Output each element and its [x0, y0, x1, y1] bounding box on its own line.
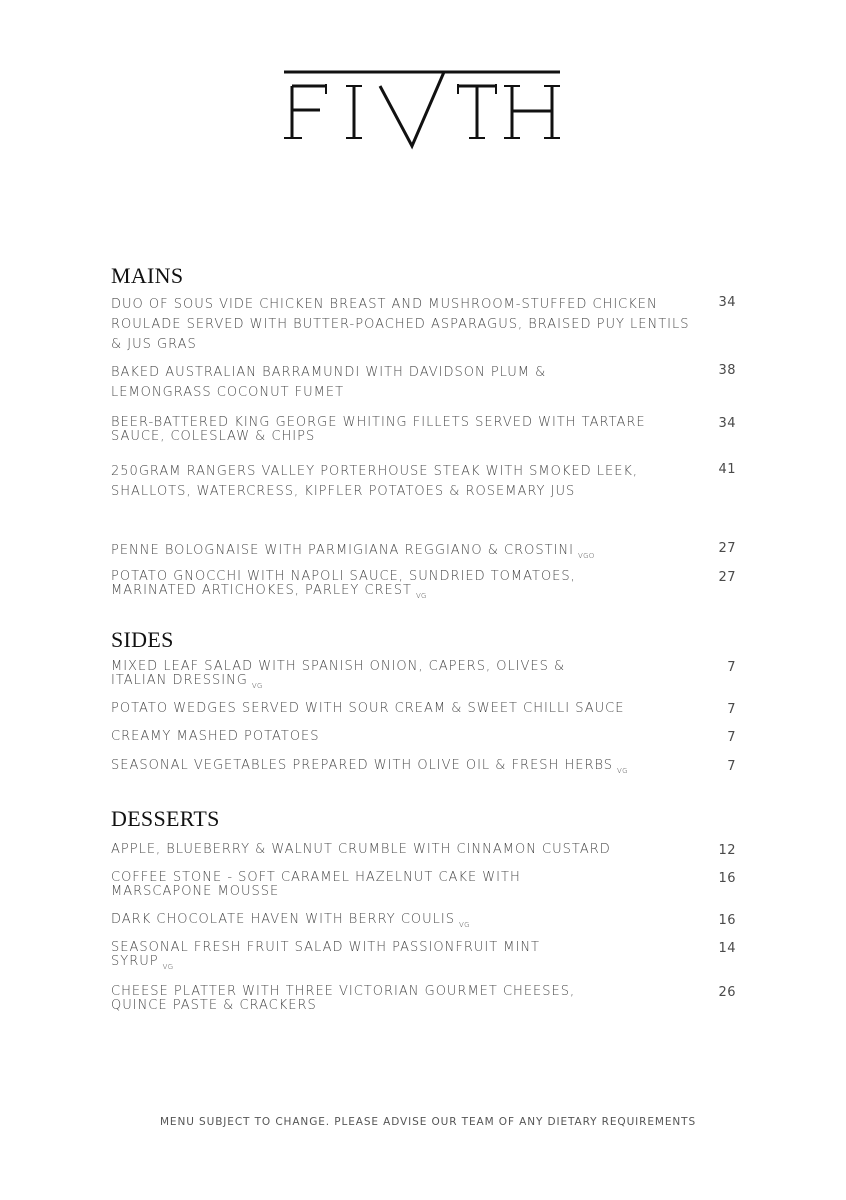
menu-item	[111, 730, 736, 744]
item-description: PENNE BOLOGNAISE WITH PARMIGIANA REGGIANO & CROSTINI $_{VGO}$	[111, 543, 595, 560]
item-description: BEER-BATTERED KING GEORGE WHITING FILLETS SERVED WITH TARTARE SAUCE, COLESLAW & CHIPS	[111, 415, 646, 444]
item-description: POTATO GNOCCHI WITH NAPOLI SAUCE, SUNDRIED TOMATOES, MARINATED ARTICHOKES, PARLEY CREST $_{VG}$	[111, 569, 576, 600]
menu-item	[111, 363, 736, 403]
item-price: 41	[718, 462, 736, 477]
item-price: 12	[718, 843, 736, 858]
item-price: 7	[727, 660, 736, 675]
item-price: 16	[718, 871, 736, 886]
menu-item	[111, 871, 736, 899]
item-price: 7	[727, 759, 736, 774]
item-price: 34	[718, 416, 736, 431]
item-description: BAKED AUSTRALIAN BARRAMUNDI WITH DAVIDSON PLUM & LEMONGRASS COCONUT FUMET	[111, 365, 547, 400]
item-description: POTATO WEDGES SERVED WITH SOUR CREAM & SWEET CHILLI SAUCE	[111, 701, 625, 716]
item-description: SEASONAL FRESH FRUIT SALAD WITH PASSIONFRUIT MINT SYRUP $_{VG}$	[111, 940, 540, 971]
item-description: COFFEE STONE - SOFT CARAMEL HAZELNUT CAKE WITH MARSCAPONE MOUSSE	[111, 870, 521, 899]
item-price: 7	[727, 702, 736, 717]
menu-item	[111, 541, 736, 566]
menu-item	[111, 660, 736, 693]
dietary-tag: VG	[617, 767, 628, 775]
item-price: 14	[718, 941, 736, 956]
footer-note: MENU SUBJECT TO CHANGE. PLEASE ADVISE OUR TEAM OF ANY DIETARY REQUIREMENTS	[159, 1116, 697, 1128]
item-price: 27	[718, 570, 736, 585]
dietary-tag: VGO	[577, 552, 595, 560]
menu-item	[111, 985, 736, 1013]
fivth-logo	[282, 68, 564, 152]
sides-heading: SIDES	[111, 627, 174, 652]
menu-item	[111, 759, 736, 778]
item-description: 250GRAM RANGERS VALLEY PORTERHOUSE STEAK WITH SMOKED LEEK, SHALLOTS, WATERCRESS, KIPFLER POTATOES & ROSEMARY JUS	[111, 464, 639, 499]
menu-item	[111, 913, 736, 932]
dietary-tag: VG	[162, 963, 174, 971]
item-price: 34	[718, 295, 736, 310]
item-price: 38	[718, 363, 736, 378]
mains-heading: MAINS	[111, 263, 184, 288]
dietary-tag: VG	[459, 921, 470, 929]
item-price: 27	[718, 541, 736, 556]
item-description: DARK CHOCOLATE HAVEN WITH BERRY COULIS $_{VG}$	[111, 912, 470, 929]
desserts-heading: DESSERTS	[111, 806, 220, 831]
item-description: APPLE, BLUEBERRY & WALNUT CRUMBLE WITH CINNAMON CUSTARD	[111, 842, 611, 857]
dietary-tag: VG	[415, 592, 427, 600]
item-description: SEASONAL VEGETABLES PREPARED WITH OLIVE OIL & FRESH HERBS $_{VG}$	[111, 758, 628, 775]
item-description: CHEESE PLATTER WITH THREE VICTORIAN GOURMET CHEESES, QUINCE PASTE & CRACKERS	[111, 984, 576, 1013]
item-price: 26	[718, 985, 736, 1000]
menu-item	[111, 702, 736, 716]
item-description: DUO OF SOUS VIDE CHICKEN BREAST AND MUSHROOM-STUFFED CHICKEN ROULADE SERVED WITH BUTTER-POACHED ASPARAGUS, BRAISED PUY LENTILS & JUS GRAS	[111, 297, 690, 352]
item-description: MIXED LEAF SALAD WITH SPANISH ONION, CAPERS, OLIVES & ITALIAN DRESSING $_{VG}$	[111, 659, 566, 690]
item-description: CREAMY MASHED POTATOES	[111, 729, 320, 744]
menu-item	[111, 416, 736, 444]
item-price: 7	[727, 730, 736, 745]
item-price: 16	[718, 913, 736, 928]
menu-item	[111, 462, 736, 502]
menu-item	[111, 295, 736, 355]
menu-item	[111, 843, 736, 857]
dietary-tag: VG	[251, 682, 263, 690]
menu-item	[111, 941, 736, 974]
menu-item	[111, 570, 736, 603]
